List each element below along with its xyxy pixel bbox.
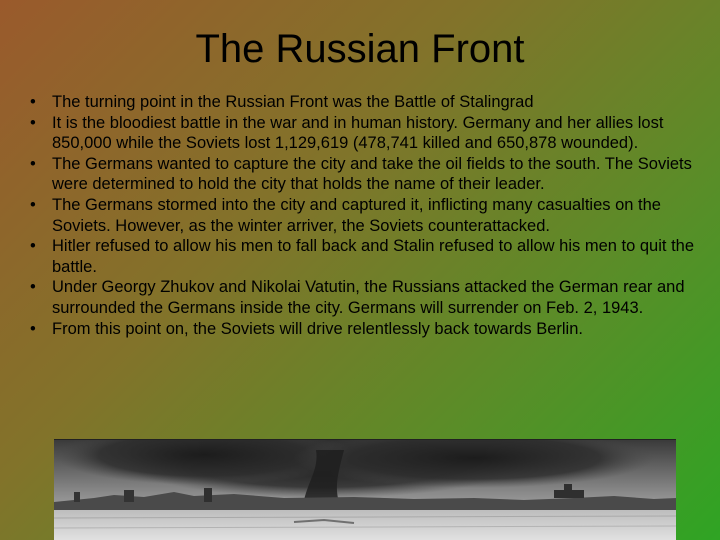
bullet-text: The Germans wanted to capture the city and take the oil fields to the south. The Soviets were determined to hold the city that holds the name of their leader.: [52, 154, 692, 194]
bullet-item: [22, 113, 702, 154]
bullet-item: [22, 319, 702, 340]
bullet-item: [22, 195, 702, 236]
bullet-item: [22, 92, 702, 113]
bullet-list: [22, 92, 702, 339]
bullet-text: Under Georgy Zhukov and Nikolai Vatutin, the Russians attacked the German rear and surrounded the Germans inside the city. Germans will surrender on Feb. 2, 1943.: [52, 278, 685, 317]
bullet-dot-icon: •: [30, 113, 36, 132]
bullet-text: It is the bloodiest battle in the war and in human history. Germany and her allies lost 850,000 while the Soviets lost 1,129,619 (478,741 killed and 650,878 wounded).: [52, 113, 664, 153]
bullet-text: The Germans stormed into the city and captured it, inflicting many casualties on the Soviets. However, as the winter arriver, the Soviets counterattacked.: [52, 195, 661, 235]
bullet-dot-icon: •: [30, 237, 36, 256]
bullet-dot-icon: •: [30, 154, 36, 173]
bullet-item: [22, 277, 702, 318]
stalingrad-battle-photo: [54, 439, 676, 540]
bullet-text: Hitler refused to allow his men to fall back and Stalin refused to allow his men to quit the battle.: [52, 237, 695, 276]
bullet-text: From this point on, the Soviets will drive relentlessly back towards Berlin.: [52, 319, 583, 338]
bullet-item: [22, 154, 702, 195]
bullet-dot-icon: •: [30, 195, 36, 214]
bullet-item: [22, 236, 702, 277]
bullet-dot-icon: •: [30, 278, 36, 297]
photo-graphic: [54, 440, 676, 540]
bullet-text: The turning point in the Russian Front was the Battle of Stalingrad: [52, 93, 534, 111]
slide-title: The Russian Front: [195, 27, 525, 71]
bullet-dot-icon: •: [30, 319, 36, 338]
bullet-dot-icon: •: [30, 93, 36, 111]
